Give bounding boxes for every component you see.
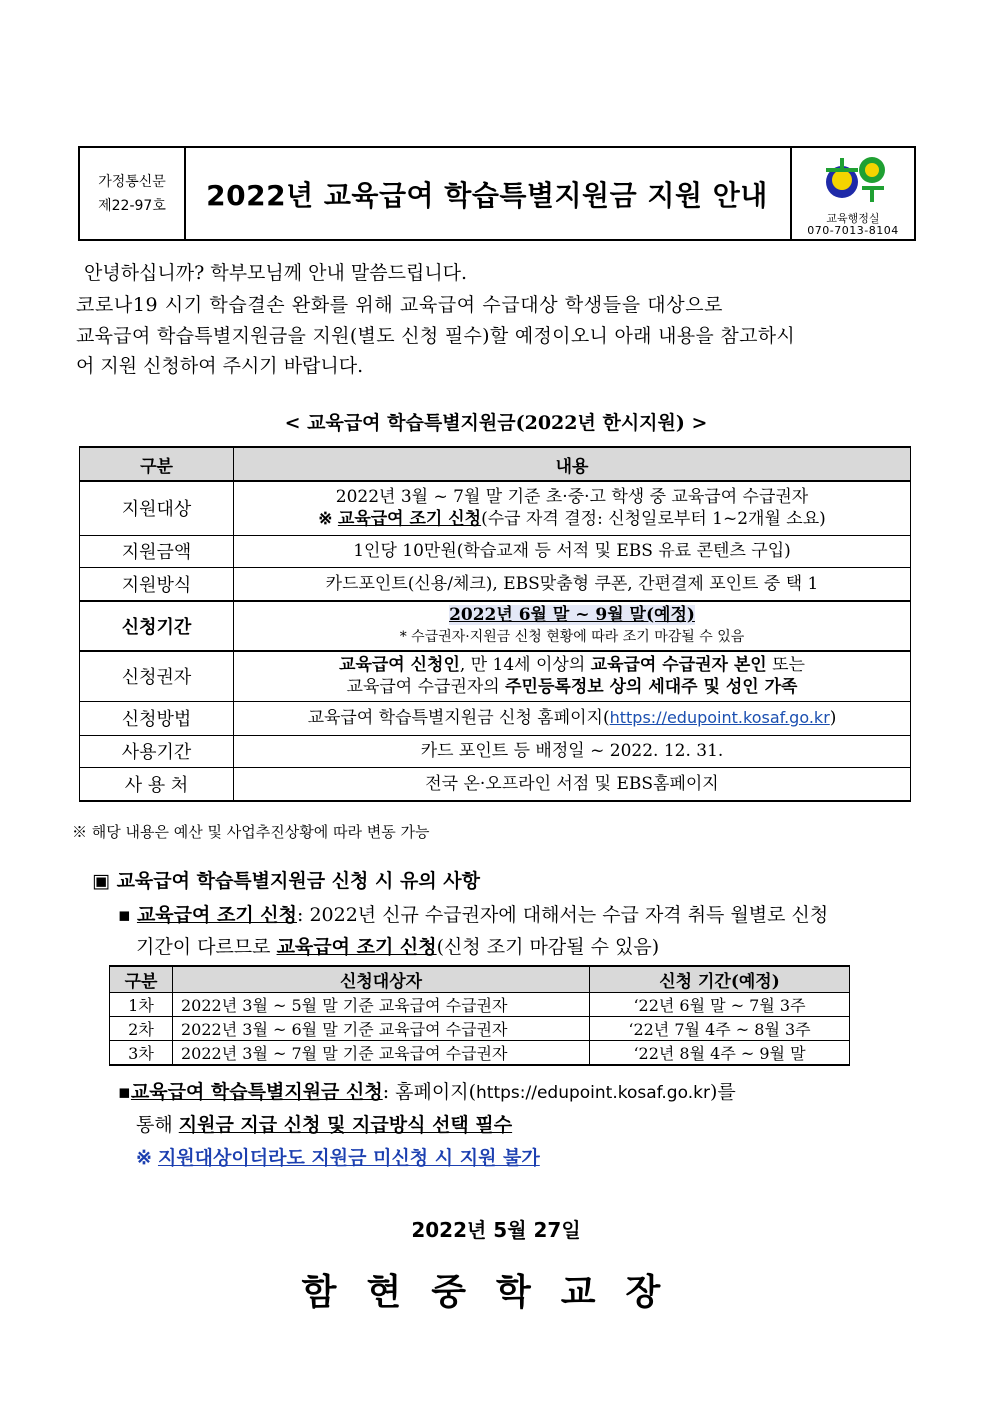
warning-text: 지원대상이더라도 지원금 미신청 시 지원 불가	[157, 1147, 540, 1169]
bullet-apply	[118, 1077, 736, 1104]
target-line-1: 2022년 3월 ~ 7월 말 기준 초·중·고 학생 중 교육급여 수급권자	[335, 487, 809, 508]
row-value-usage-period: 카드 포인트 등 배정일 ~ 2022. 12. 31.	[234, 735, 911, 767]
schedule-period: ‘22년 7월 4주 ~ 8월 3주	[590, 1017, 850, 1041]
applicant-d: 또는	[766, 655, 805, 676]
row-key-how: 신청방법	[80, 701, 234, 735]
row-key-usage-place: 사 용 처	[80, 767, 234, 801]
intro-line-1: 안녕하십니까? 학부모님께 안내 말씀드립니다.	[84, 262, 468, 284]
col-header-content: 내용	[234, 447, 911, 481]
early-apply-emphasis: 교육급여 조기 신청	[337, 509, 482, 530]
schedule-target: 2022년 3월 ~ 5월 말 기준 교육급여 수급권자	[173, 993, 590, 1017]
bullet2-link[interactable]: https://edupoint.kosaf.go.kr	[476, 1083, 710, 1103]
bullet1-line2-a: 기간이 다르므로	[136, 936, 277, 958]
newsletter-id	[80, 148, 186, 239]
phone-number: 070-7013-8104	[807, 224, 899, 237]
issue-date: 2022년 5월 27일	[411, 1218, 581, 1242]
bullet2-line2-a: 통해	[136, 1114, 179, 1136]
applicant-b: , 만 14세 이상의	[459, 655, 591, 676]
section-title: ▣ 교육급여 학습특별지원금 신청 시 유의 사항	[92, 870, 481, 892]
applicant-f: 주민등록정보 상의 세대주 및 성인 가족	[505, 677, 798, 698]
row-value-method: 카드포인트(신용/체크), EBS맞춤형 쿠폰, 간편결제 포인트 중 택 1	[234, 567, 911, 601]
row-value-usage-place: 전국 온·오프라인 서점 및 EBS홈페이지	[234, 767, 911, 801]
applicant-a: 교육급여 신청인	[339, 655, 460, 676]
table-row	[110, 1017, 850, 1041]
table-row	[80, 601, 911, 651]
row-key-applicant: 신청권자	[80, 651, 234, 701]
schedule-col-target: 신청대상자	[173, 966, 590, 993]
bullet1-line2-rest: (신청 조기 마감될 수 있음)	[436, 936, 660, 958]
school-logo-icon	[822, 154, 892, 206]
row-key-target: 지원대상	[80, 481, 234, 535]
schedule-round: 2차	[110, 1017, 173, 1041]
apply-period-note: * 수급권자·지원금 신청 현황에 따라 조기 마감될 수 있음	[399, 629, 745, 645]
newsletter-label: 가정통신문	[98, 173, 166, 190]
bullet2-bold: 교육급여 학습특별지원금 신청	[130, 1081, 383, 1103]
principal-signature: 함현중학교장	[301, 1271, 691, 1313]
schedule-target: 2022년 3월 ~ 6월 말 기준 교육급여 수급권자	[173, 1017, 590, 1041]
table-row	[110, 1041, 850, 1066]
edupoint-link[interactable]: https://edupoint.kosaf.go.kr	[609, 708, 830, 727]
bullet-early-apply-line-2	[136, 932, 659, 959]
table-caption: < 교육급여 학습특별지원금(2022년 한시지원) >	[284, 412, 708, 434]
applicant-c: 교육급여 수급권자 본인	[590, 655, 767, 676]
schedule-target: 2022년 3월 ~ 7월 말 기준 교육급여 수급권자	[173, 1041, 590, 1066]
support-info-table	[79, 446, 911, 802]
table-row	[80, 651, 911, 701]
table-row	[80, 567, 911, 601]
how-text: 교육급여 학습특별지원금 신청 홈페이지(	[307, 708, 610, 728]
table-row	[80, 701, 911, 735]
schedule-header-row	[110, 966, 850, 993]
table-header-row	[80, 447, 911, 481]
schedule-table	[109, 965, 850, 1066]
bullet2-end: )를	[709, 1081, 736, 1103]
schedule-col-round: 구분	[110, 966, 173, 993]
schedule-round: 1차	[110, 993, 173, 1017]
change-notice: ※ 해당 내용은 예산 및 사업추진상황에 따라 변동 가능	[72, 823, 430, 841]
row-value-how	[234, 701, 911, 735]
table-row	[80, 481, 911, 535]
bullet2-line2-bold: 지원금 지급 신청 및 지급방식 선택 필수	[178, 1114, 513, 1136]
schedule-period: ‘22년 8월 4주 ~ 9월 말	[590, 1041, 850, 1066]
table-row	[80, 535, 911, 567]
warning-mark: ※	[136, 1147, 152, 1169]
bullet-apply-line-2	[136, 1110, 512, 1137]
col-header-category: 구분	[80, 447, 234, 481]
table-row	[80, 735, 911, 767]
bullet1-line2-bold: 교육급여 조기 신청	[276, 936, 437, 958]
bullet1-rest: : 2022년 신규 수급권자에 대해서는 수급 자격 취득 월별로 신청	[297, 904, 829, 926]
bullet2-mid: : 홈페이지(	[382, 1081, 477, 1103]
schedule-round: 3차	[110, 1041, 173, 1066]
newsletter-number: 제22-97호	[98, 197, 166, 214]
intro-line-4: 어 지원 신청하여 주시기 바랍니다.	[76, 355, 364, 377]
target-line-2	[234, 508, 910, 530]
page-title: 2022년 교육급여 학습특별지원금 지원 안내	[206, 178, 768, 212]
bullet-icon: ▪	[118, 1081, 131, 1103]
row-value-target	[234, 481, 911, 535]
header-box	[78, 146, 916, 241]
table-row	[110, 993, 850, 1017]
bullet1-bold: 교육급여 조기 신청	[136, 904, 297, 926]
early-apply-detail: (수급 자격 결정: 신청일로부터 1~2개월 소요)	[481, 509, 826, 530]
intro-line-2: 코로나19 시기 학습결손 완화를 위해 교육급여 수급대상 학생들을 대상으로	[76, 294, 724, 316]
intro-line-3: 교육급여 학습특별지원금을 지원(별도 신청 필수)할 예정이오니 아래 내용을 참고하시	[76, 325, 796, 347]
school-logo-cell	[790, 148, 914, 239]
bullet-icon: ▪	[118, 904, 131, 926]
warning-line	[136, 1143, 540, 1170]
row-key-usage-period: 사용기간	[80, 735, 234, 767]
row-value-amount: 1인당 10만원(학습교재 등 서적 및 EBS 유료 콘텐츠 구입)	[234, 535, 911, 567]
apply-period-highlight: 2022년 6월 말 ~ 9월 말(예정)	[449, 605, 695, 625]
schedule-period: ‘22년 6월 말 ~ 7월 3주	[590, 993, 850, 1017]
department-label: 교육행정실	[826, 212, 880, 225]
row-key-amount: 지원금액	[80, 535, 234, 567]
row-key-method: 지원방식	[80, 567, 234, 601]
applicant-e: 교육급여 수급권자의	[346, 677, 506, 698]
row-value-period	[234, 601, 911, 651]
reference-mark: ※	[318, 509, 333, 530]
row-value-applicant	[234, 651, 911, 701]
schedule-col-period: 신청 기간(예정)	[590, 966, 850, 993]
table-row	[80, 767, 911, 801]
how-text-end: )	[829, 708, 837, 728]
bullet-early-apply	[118, 900, 828, 927]
row-key-period: 신청기간	[80, 601, 234, 651]
